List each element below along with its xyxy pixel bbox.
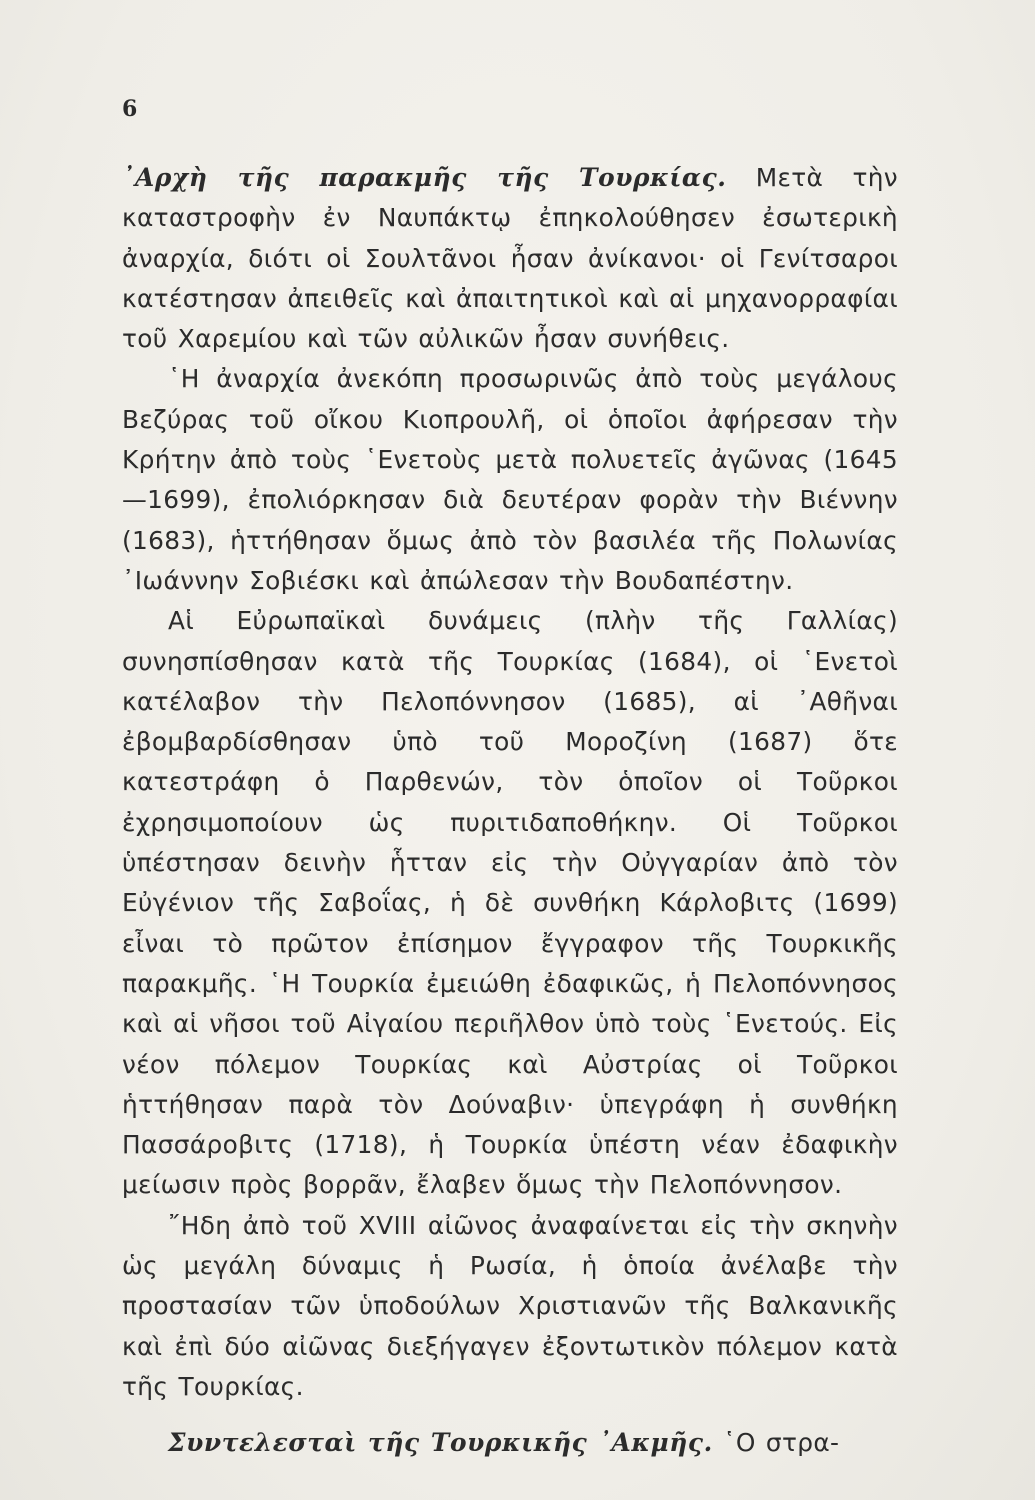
paragraph-text: ῾Η ἀναρχία ἀνεκόπη προσωρινῶς ἀπὸ τοὺς μεγάλους Βεζύρας τοῦ οἴκου Κιοπρουλῆ, οἱ ὁποῖοι ἀφήρεσαν τὴν Κρήτην ἀπὸ τοὺς ῾Ενετοὺς μετὰ πολυετεῖς ἀγῶνας (1645—1699), ἐπολιόρκησαν διὰ δευτέραν φορὰν τὴν Βιέννην (1683), ἡττήθησαν ὅμως ἀπὸ τὸν βασιλέα τῆς Πολωνίας ᾿Ιωάννην Σοβιέσκι καὶ ἀπώλεσαν τὴν Βουδαπέστην. (122, 364, 898, 595)
section-heading-contributors: Συντελεσταὶ τῆς Τουρκικῆς ᾿Ακμῆς. (168, 1428, 713, 1458)
paragraph-text: ῾Ο στρα- (712, 1428, 840, 1458)
paragraph-decline-origin (122, 158, 898, 359)
section-heading-decline: ᾿Αρχὴ τῆς παρακμῆς τῆς Τουρκίας. (122, 163, 727, 192)
paragraph-contributors (122, 1423, 898, 1463)
paragraph-european-powers (122, 601, 898, 1205)
body-text (122, 158, 898, 1464)
page-number: 6 (122, 96, 138, 122)
paragraph-text: Αἱ Εὐρωπαϊκαὶ δυνάμεις (πλὴν τῆς Γαλλίας) συνησπίσθησαν κατὰ τῆς Τουρκίας (1684), οἱ ῾Ενετοὶ κατέλαβον τὴν Πελοπόννησον (1685), αἱ ᾿Αθῆναι ἐβομβαρδίσθησαν ὑπὸ τοῦ Μοροζίνη (1687) ὅτε κατεστράφη ὁ Παρθενών, τὸν ὁποῖον οἱ Τοῦρκοι ἐχρησιμοποίουν ὡς πυριτιδαποθήκην. Οἱ Τοῦρκοι ὑπέστησαν δεινὴν ἧτταν εἰς τὴν Οὐγγαρίαν ἀπὸ τὸν Εὐγένιον τῆς Σαβοΐας, ἡ δὲ συνθήκη Κάρλοβιτς (1699) εἶναι τὸ πρῶτον ἐπίσημον ἔγγραφον τῆς Τουρκικῆς παρακμῆς. ῾Η Τουρκία ἐμειώθη ἐδαφικῶς, ἡ Πελοπόννησος καὶ αἱ νῆσοι τοῦ Αἰγαίου περιῆλθον ὑπὸ τοὺς ῾Ενετούς. Εἰς νέον πόλεμον Τουρκίας καὶ Αὐστρίας οἱ Τοῦρκοι ἡττήθησαν παρὰ τὸν Δούναβιν· ὑπεγράφη ἡ συνθήκη Πασσάροβιτς (1718), ἡ Τουρκία ὑπέστη νέαν ἐδαφικὴν μείωσιν πρὸς βορρᾶν, ἔλαβεν ὅμως τὴν Πελοπόννησον. (122, 606, 898, 1200)
paragraph-russia (122, 1206, 898, 1407)
paragraph-anarchy (122, 359, 898, 601)
paragraph-text: Μετὰ τὴν καταστροφὴν ἐν Ναυπάκτῳ ἐπηκολούθησεν ἐσωτερικὴ ἀναρχία, διότι οἱ Σουλτᾶνοι ἦσαν ἀνίκανοι· οἱ Γενίτσαροι κατέστησαν ἀπειθεῖς καὶ ἀπαιτητικοὶ καὶ αἱ μηχανορραφίαι τοῦ Χαρεμίου καὶ τῶν αὐλικῶν ἦσαν συνήθεις. (122, 163, 899, 354)
paragraph-text: ῎Ηδη ἀπὸ τοῦ XVIII αἰῶνος ἀναφαίνεται εἰς τὴν σκηνὴν ὡς μεγάλη δύναμις ἡ Ρωσία, ἡ ὁποία ἀνέλαβε τὴν προστασίαν τῶν ὑποδούλων Χριστιανῶν τῆς Βαλκανικῆς καὶ ἐπὶ δύο αἰῶνας διεξήγαγεν ἐξοντωτικὸν πόλεμον κατὰ τῆς Τουρκίας. (122, 1210, 898, 1401)
